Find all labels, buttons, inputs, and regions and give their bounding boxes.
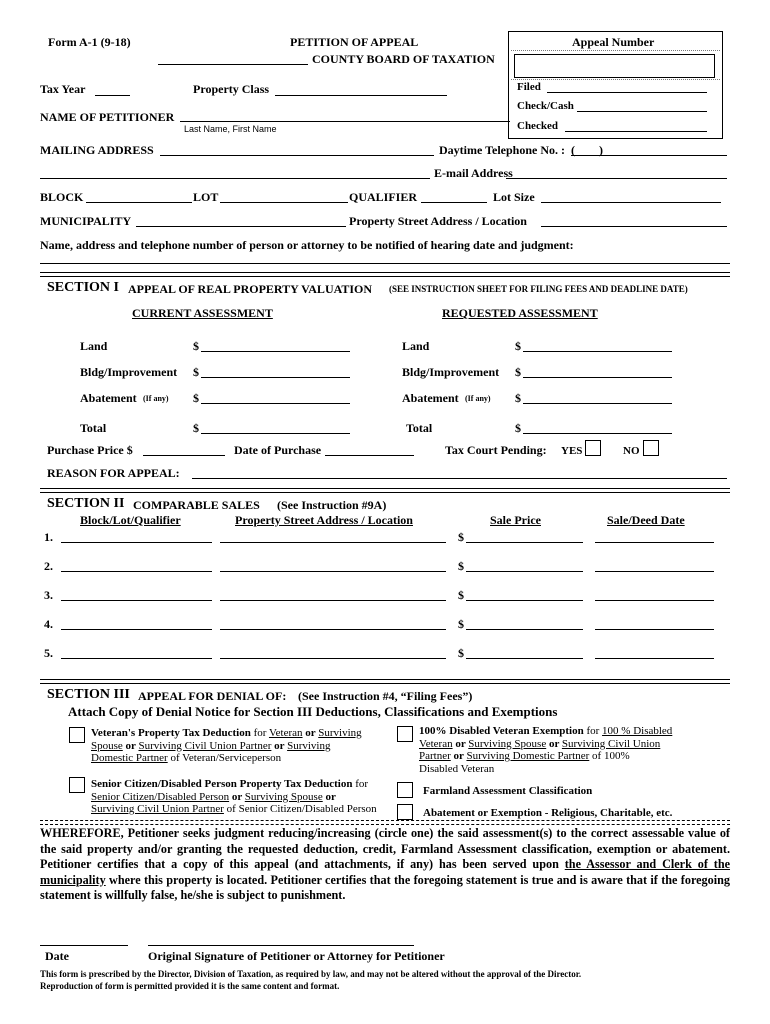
date-of-purchase-field[interactable] bbox=[325, 455, 414, 456]
section2-heading: SECTION II bbox=[47, 496, 125, 511]
petitioner-name-label: NAME OF PETITIONER bbox=[40, 110, 175, 124]
property-class-label: Property Class bbox=[193, 82, 270, 96]
current-land-label: Land bbox=[80, 339, 108, 353]
property-class-field[interactable] bbox=[275, 95, 447, 96]
section-divider bbox=[40, 272, 730, 277]
disabled-veteran-text: 100% Disabled Veteran Exemption for 100 % Disabled Veteran or Surviving Spouse or Surviving Civil Union Partner or Surviving Domestic Partner of 100% Disabled Veteran bbox=[419, 725, 673, 775]
comparable-address-field[interactable] bbox=[220, 658, 446, 659]
footer-notice-1: This form is prescribed by the Director, Division of Taxation, as required by law, and may not be altered without the approval of the Director. bbox=[40, 969, 582, 979]
current-land-field[interactable] bbox=[201, 351, 350, 352]
dollar-sign: $ bbox=[193, 421, 199, 435]
col-property-address: Property Street Address / Location bbox=[235, 513, 413, 527]
wherefore-statement: WHEREFORE, Petitioner seeks judgment reducing/increasing (circle one) the said assessment(s) to the correct assessable value of the said property and/or granting the requested deduction, credit, Farmland Assessment classification, exemption or abatement. Petitioner certifies that a copy of this appeal (and attachments, if any) has been served upon the Assessor and Clerk of the municipality where this property is located. Petitioner certifies that the foregoing statement is true and is aware that if the foregoing statement is willfully false, he/she is subject to punishment. bbox=[40, 826, 731, 903]
abatement-exemption-checkbox[interactable] bbox=[397, 804, 413, 820]
street-address-label: Property Street Address / Location bbox=[349, 214, 527, 228]
comparable-row-number: 4. bbox=[44, 617, 53, 631]
dollar-sign: $ bbox=[193, 391, 199, 405]
purchase-price-field[interactable] bbox=[143, 455, 225, 456]
section-divider bbox=[40, 488, 730, 493]
check-cash-field[interactable] bbox=[577, 111, 707, 112]
name-hint: Last Name, First Name bbox=[184, 124, 277, 134]
footer-notice-2: Reproduction of form is permitted provided it is the same content and format. bbox=[40, 981, 340, 991]
requested-total-label: Total bbox=[406, 421, 433, 435]
section3-heading: SECTION III bbox=[47, 687, 130, 702]
mailing-address-line-2[interactable] bbox=[40, 178, 430, 179]
comparable-block-lot-field[interactable] bbox=[61, 658, 212, 659]
comparable-sale-date-field[interactable] bbox=[595, 600, 714, 601]
date-of-purchase-label: Date of Purchase bbox=[234, 443, 322, 457]
dollar-sign: $ bbox=[515, 391, 521, 405]
no-label: NO bbox=[623, 445, 640, 457]
county-name-field[interactable] bbox=[158, 64, 308, 65]
purchase-price-label: Purchase Price $ bbox=[47, 443, 133, 457]
col-block-lot-qualifier: Block/Lot/Qualifier bbox=[80, 513, 181, 527]
dollar-sign: $ bbox=[458, 617, 464, 631]
section3-title: APPEAL FOR DENIAL OF: bbox=[138, 689, 287, 703]
municipality-field[interactable] bbox=[136, 226, 346, 227]
lot-size-label: Lot Size bbox=[493, 190, 535, 204]
lot-field[interactable] bbox=[220, 202, 348, 203]
dollar-sign: $ bbox=[515, 365, 521, 379]
tax-year-field[interactable] bbox=[95, 95, 130, 96]
current-bldg-field[interactable] bbox=[201, 377, 350, 378]
requested-if-any: (If any) bbox=[465, 394, 491, 403]
tax-year-label: Tax Year bbox=[40, 82, 86, 96]
farmland-label: Farmland Assessment Classification bbox=[423, 785, 593, 797]
appeal-number-field[interactable] bbox=[514, 54, 715, 78]
farmland-checkbox[interactable] bbox=[397, 782, 413, 798]
comparable-block-lot-field[interactable] bbox=[61, 600, 212, 601]
tax-court-no-checkbox[interactable] bbox=[643, 440, 659, 456]
dollar-sign: $ bbox=[458, 559, 464, 573]
section1-heading: SECTION I bbox=[47, 280, 119, 295]
lot-size-field[interactable] bbox=[541, 202, 721, 203]
veteran-deduction-checkbox[interactable] bbox=[69, 727, 85, 743]
dollar-sign: $ bbox=[515, 339, 521, 353]
comparable-sale-date-field[interactable] bbox=[595, 629, 714, 630]
lot-label: LOT bbox=[193, 190, 219, 204]
filed-field[interactable] bbox=[547, 92, 707, 93]
form-title: PETITION OF APPEAL bbox=[290, 35, 419, 49]
requested-land-label: Land bbox=[402, 339, 430, 353]
signature-field[interactable] bbox=[148, 945, 414, 946]
petitioner-name-field[interactable] bbox=[180, 121, 510, 122]
comparable-sale-date-field[interactable] bbox=[595, 542, 714, 543]
dollar-sign: $ bbox=[458, 530, 464, 544]
senior-deduction-text: Senior Citizen/Disabled Person Property Tax Deduction for Senior Citizen/Disabled Person or Surviving Spouse or Surviving Civil Union Partner of Senior Citizen/Disabled Person bbox=[91, 778, 377, 815]
signature-label: Original Signature of Petitioner or Attorney for Petitioner bbox=[148, 949, 445, 963]
notify-label: Name, address and telephone number of person or attorney to be notified of hearing date and judgment: bbox=[40, 238, 574, 252]
dollar-sign: $ bbox=[515, 421, 521, 435]
comparable-sale-price-field[interactable] bbox=[466, 600, 583, 601]
street-address-field[interactable] bbox=[541, 226, 727, 227]
tax-court-label: Tax Court Pending: bbox=[445, 443, 547, 457]
comparable-row-number: 5. bbox=[44, 646, 53, 660]
filed-label: Filed bbox=[517, 81, 541, 93]
office-use-box bbox=[508, 31, 723, 139]
dollar-sign: $ bbox=[458, 588, 464, 602]
notify-field[interactable] bbox=[40, 263, 730, 264]
date-signature-field[interactable] bbox=[40, 945, 128, 946]
qualifier-field[interactable] bbox=[421, 202, 487, 203]
phone-label: Daytime Telephone No. : bbox=[439, 143, 565, 157]
section2-title: COMPARABLE SALES bbox=[133, 498, 260, 512]
requested-abatement-label: Abatement bbox=[402, 391, 459, 405]
dollar-sign: $ bbox=[193, 339, 199, 353]
comparable-sale-price-field[interactable] bbox=[466, 571, 583, 572]
comparable-address-field[interactable] bbox=[220, 629, 446, 630]
dollar-sign: $ bbox=[458, 646, 464, 660]
section1-title: APPEAL OF REAL PROPERTY VALUATION bbox=[128, 282, 373, 296]
comparable-row-number: 1. bbox=[44, 530, 53, 544]
abatement-exemption-label: Abatement or Exemption - Religious, Charitable, etc. bbox=[423, 807, 673, 819]
attach-denial-notice: Attach Copy of Denial Notice for Section III Deductions, Classifications and Exemptions bbox=[68, 704, 558, 719]
municipality-label: MUNICIPALITY bbox=[40, 214, 132, 228]
checked-field[interactable] bbox=[565, 131, 707, 132]
comparable-sale-date-field[interactable] bbox=[595, 571, 714, 572]
comparable-row-number: 2. bbox=[44, 559, 53, 573]
comparable-address-field[interactable] bbox=[220, 542, 446, 543]
col-sale-deed-date: Sale/Deed Date bbox=[607, 513, 685, 527]
current-abatement-field[interactable] bbox=[201, 403, 350, 404]
comparable-sale-date-field[interactable] bbox=[595, 658, 714, 659]
requested-bldg-field[interactable] bbox=[523, 377, 672, 378]
email-label: E-mail Address bbox=[434, 166, 513, 180]
section1-note: (SEE INSTRUCTION SHEET FOR FILING FEES AND DEADLINE DATE) bbox=[389, 284, 688, 294]
checked-label: Checked bbox=[517, 120, 558, 132]
phone-parens: ( ) bbox=[571, 143, 603, 157]
section2-note: (See Instruction #9A) bbox=[277, 498, 387, 512]
requested-total-field[interactable] bbox=[523, 433, 672, 434]
tax-court-yes-checkbox[interactable] bbox=[585, 440, 601, 456]
current-assessment-header: CURRENT ASSESSMENT bbox=[132, 306, 273, 320]
requested-abatement-field[interactable] bbox=[523, 403, 672, 404]
current-total-label: Total bbox=[80, 421, 107, 435]
reason-field[interactable] bbox=[192, 478, 727, 479]
comparable-sale-price-field[interactable] bbox=[466, 658, 583, 659]
mailing-address-label: MAILING ADDRESS bbox=[40, 143, 154, 157]
qualifier-label: QUALIFIER bbox=[349, 190, 418, 204]
date-label: Date bbox=[45, 949, 69, 963]
requested-assessment-header: REQUESTED ASSESSMENT bbox=[442, 306, 598, 320]
senior-deduction-checkbox[interactable] bbox=[69, 777, 85, 793]
form-id: Form A-1 (9-18) bbox=[48, 35, 131, 49]
comparable-block-lot-field[interactable] bbox=[61, 571, 212, 572]
requested-land-field[interactable] bbox=[523, 351, 672, 352]
section3-note: (See Instruction #4, “Filing Fees”) bbox=[298, 689, 473, 703]
phone-field[interactable] bbox=[571, 155, 727, 156]
appeal-number-label: Appeal Number bbox=[572, 35, 655, 49]
comparable-block-lot-field[interactable] bbox=[61, 629, 212, 630]
current-total-field[interactable] bbox=[201, 433, 350, 434]
comparable-row-number: 3. bbox=[44, 588, 53, 602]
current-bldg-label: Bldg/Improvement bbox=[80, 365, 178, 379]
section-divider bbox=[40, 679, 730, 684]
comparable-address-field[interactable] bbox=[220, 571, 446, 572]
check-cash-label: Check/Cash bbox=[517, 100, 574, 112]
current-abatement-label: Abatement bbox=[80, 391, 137, 405]
veteran-deduction-text: Veteran's Property Tax Deduction for Veteran or Surviving Spouse or Surviving Civil Union Partner or Surviving Domestic Partner of Veteran/Serviceperson bbox=[91, 727, 362, 764]
comparable-address-field[interactable] bbox=[220, 600, 446, 601]
reason-label: REASON FOR APPEAL: bbox=[47, 466, 180, 480]
email-field[interactable] bbox=[506, 178, 727, 179]
comparable-block-lot-field[interactable] bbox=[61, 542, 212, 543]
section-divider bbox=[40, 820, 730, 825]
block-label: BLOCK bbox=[40, 190, 84, 204]
col-sale-price: Sale Price bbox=[490, 513, 541, 527]
disabled-veteran-checkbox[interactable] bbox=[397, 726, 413, 742]
comparable-sale-price-field[interactable] bbox=[466, 629, 583, 630]
county-board-label: COUNTY BOARD OF TAXATION bbox=[312, 52, 495, 66]
dollar-sign: $ bbox=[193, 365, 199, 379]
yes-label: YES bbox=[561, 445, 583, 457]
mailing-address-field[interactable] bbox=[160, 155, 434, 156]
comparable-sale-price-field[interactable] bbox=[466, 542, 583, 543]
current-if-any: (If any) bbox=[143, 394, 169, 403]
block-field[interactable] bbox=[86, 202, 192, 203]
requested-bldg-label: Bldg/Improvement bbox=[402, 365, 500, 379]
